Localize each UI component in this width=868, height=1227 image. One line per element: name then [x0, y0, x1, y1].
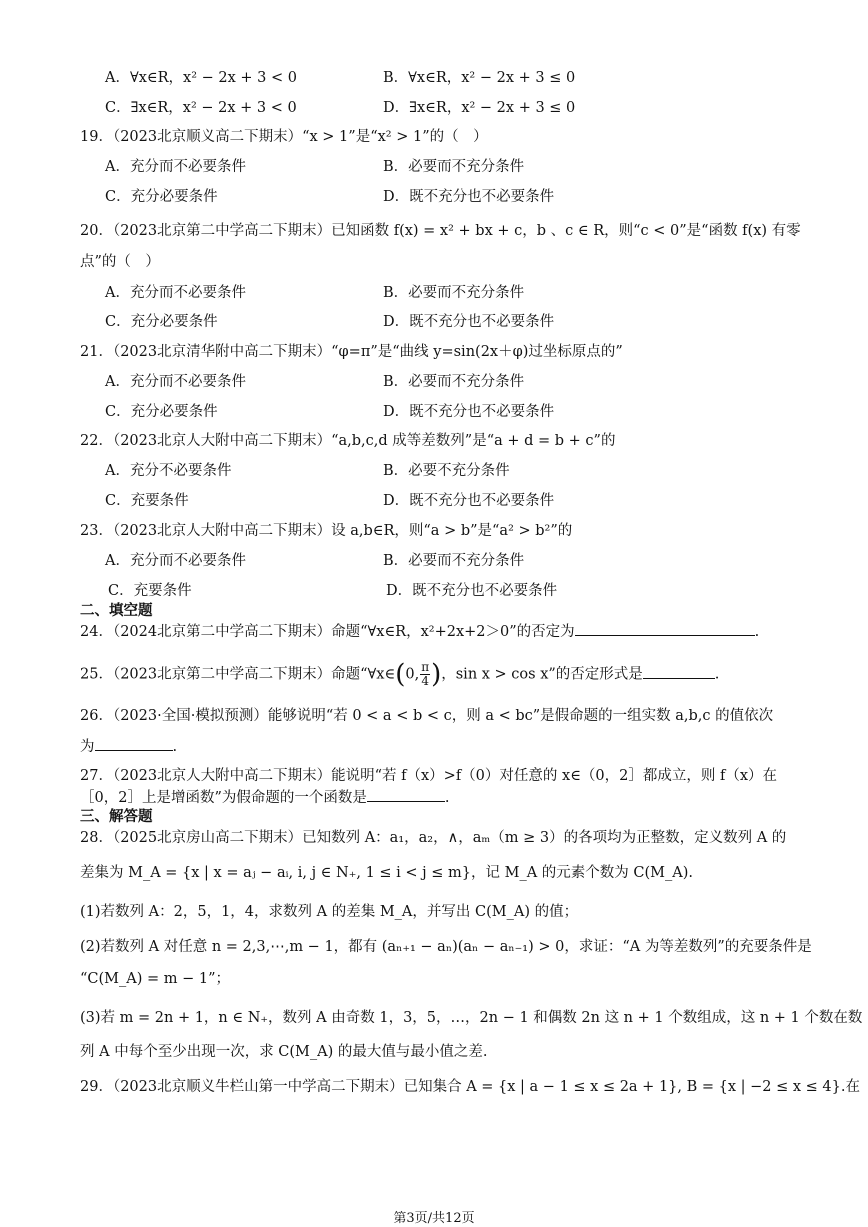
q27-end: . — [444, 790, 450, 806]
q22-stem: 22．（2023北京人大附中高二下期末）“a,b,c,d 成等差数列”是“a + d = b + c”的 — [80, 433, 616, 449]
q25-pre: 25．（2023北京第二中学高二下期末）命题“∀x∈ — [80, 666, 396, 683]
page-number-footer: 第3页/共12页 — [393, 1211, 475, 1226]
q25-frac-num: π — [421, 660, 430, 674]
q21-option-b: B．必要而不充分条件 — [383, 374, 525, 390]
q29-stem: 29．（2023北京顺义牛栏山第一中学高二下期末）已知集合 A = {x | a − 1 ≤ x ≤ 2a + 1}, B = {x | −2 ≤ x ≤ 4}.在 — [80, 1079, 860, 1095]
q28-part2-line1: (2)若数列 A 对任意 n = 2,3,⋯,m − 1，都有 (aₙ₊₁ − aₙ)(aₙ − aₙ₋₁) > 0，求证：“A 为等差数列”的充要条件是 — [80, 939, 812, 955]
q22-option-a: A．充分不必要条件 — [105, 463, 232, 479]
q22-option-c: C．充要条件 — [105, 493, 189, 509]
q25-end: . — [714, 666, 720, 683]
q20-option-b: B．必要而不充分条件 — [383, 285, 525, 301]
q18-option-c: C．∃x∈R，x² − 2x + 3 < 0 — [105, 100, 297, 116]
q20-stem-line2: 点”的（ ） — [80, 254, 160, 270]
q19-option-b: B．必要而不充分条件 — [383, 159, 525, 175]
q19-option-a: A．充分而不必要条件 — [105, 159, 246, 175]
q28-part2-line2: “C(M_A) = m − 1”； — [80, 971, 231, 987]
q26-line2-text: 为 — [80, 739, 95, 755]
section-fill-in-heading: 二、填空题 — [80, 602, 153, 619]
q19-option-c: C．充分必要条件 — [105, 189, 218, 205]
q20-option-c: C．充分必要条件 — [105, 314, 218, 330]
q24-stem: 24．（2024北京第二中学高二下期末）命题“∀x∈R，x²+2x+2＞0”的否定为 — [80, 624, 575, 640]
q18-option-a: A．∀x∈R，x² − 2x + 3 < 0 — [105, 70, 297, 86]
q25-left-paren: ( — [395, 659, 406, 690]
q25-fraction — [420, 661, 430, 688]
q20-option-d: D．既不充分也不必要条件 — [383, 314, 555, 330]
q25-answer-blank[interactable] — [643, 664, 715, 679]
q20-stem-line1: 20．（2023北京第二中学高二下期末）已知函数 f(x) = x² + bx + c，b 、c ∈ R，则“c < 0”是“函数 f(x) 有零 — [80, 223, 801, 239]
q21-option-c: C．充分必要条件 — [105, 404, 218, 420]
q21-option-a: A．充分而不必要条件 — [105, 374, 246, 390]
q25-post: ，sin x > cos x”的否定形式是 — [441, 666, 643, 683]
q25-line — [80, 661, 719, 688]
q23-option-c: C．充要条件 — [108, 583, 192, 599]
q28-line2: 差集为 M_A = {x | x = aⱼ − aᵢ, i, j ∈ N₊, 1 ≤ i < j ≤ m}，记 M_A 的元素个数为 C(M_A). — [80, 865, 693, 881]
q23-option-a: A．充分而不必要条件 — [105, 553, 246, 569]
q27-line2 — [80, 787, 449, 808]
q24-line — [80, 621, 759, 642]
q26-end: . — [172, 739, 178, 755]
section-answer-heading: 三、解答题 — [80, 808, 153, 825]
q26-stem: 26．（2023·全国·模拟预测）能够说明“若 0 < a < b < c，则 a < bc”是假命题的一组实数 a,b,c 的值依次 — [80, 708, 774, 724]
q20-option-a: A．充分而不必要条件 — [105, 285, 246, 301]
q25-frac-den: 4 — [421, 674, 429, 688]
q27-stem: 27．（2023北京人大附中高二下期末）能说明“若 f（x）>f（0）对任意的 x∈（0，2］都成立，则 f（x）在 — [80, 768, 778, 784]
q28-part3-line1: (3)若 m = 2n + 1，n ∈ N₊，数列 A 由奇数 1，3，5，…，2n − 1 和偶数 2n 这 n + 1 个数组成，这 n + 1 个数在数 — [80, 1010, 863, 1026]
q26-line2 — [80, 736, 177, 757]
q24-end: . — [754, 624, 760, 640]
q24-answer-blank[interactable] — [575, 621, 755, 636]
q25-right-paren: ) — [431, 659, 442, 690]
q23-option-d: D．既不充分也不必要条件 — [386, 583, 558, 599]
q28-part1: (1)若数列 A：2，5，1，4，求数列 A 的差集 M_A，并写出 C(M_A) 的值； — [80, 904, 579, 920]
q22-option-d: D．既不充分也不必要条件 — [383, 493, 555, 509]
q19-stem: 19．（2023北京顺义高二下期末）“x > 1”是“x² > 1”的（ ） — [80, 129, 488, 145]
q26-answer-blank[interactable] — [95, 736, 173, 751]
q21-stem: 21．（2023北京清华附中高二下期末）“φ=π”是“曲线 y=sin(2x＋φ)过坐标原点的” — [80, 344, 623, 360]
q18-option-b: B．∀x∈R，x² − 2x + 3 ≤ 0 — [383, 70, 576, 86]
q27-answer-blank[interactable] — [367, 787, 445, 802]
q23-option-b: B．必要而不充分条件 — [383, 553, 525, 569]
q19-option-d: D．既不充分也不必要条件 — [383, 189, 555, 205]
q22-option-b: B．必要不充分条件 — [383, 463, 510, 479]
q28-line1: 28．（2025北京房山高二下期末）已知数列 A：a₁，a₂，∧，aₘ（m ≥ 3）的各项均为正整数，定义数列 A 的 — [80, 830, 787, 846]
q25-interval-left: 0, — [405, 666, 420, 683]
q23-stem: 23．（2023北京人大附中高二下期末）设 a,b∈R，则“a > b”是“a² > b²”的 — [80, 523, 573, 539]
q28-part3-line2: 列 A 中每个至少出现一次，求 C(M_A) 的最大值与最小值之差. — [80, 1044, 488, 1060]
q21-option-d: D．既不充分也不必要条件 — [383, 404, 555, 420]
q18-option-d: D．∃x∈R，x² − 2x + 3 ≤ 0 — [383, 100, 576, 116]
q27-line2-text: ［0，2］上是增函数”为假命题的一个函数是 — [80, 790, 367, 806]
